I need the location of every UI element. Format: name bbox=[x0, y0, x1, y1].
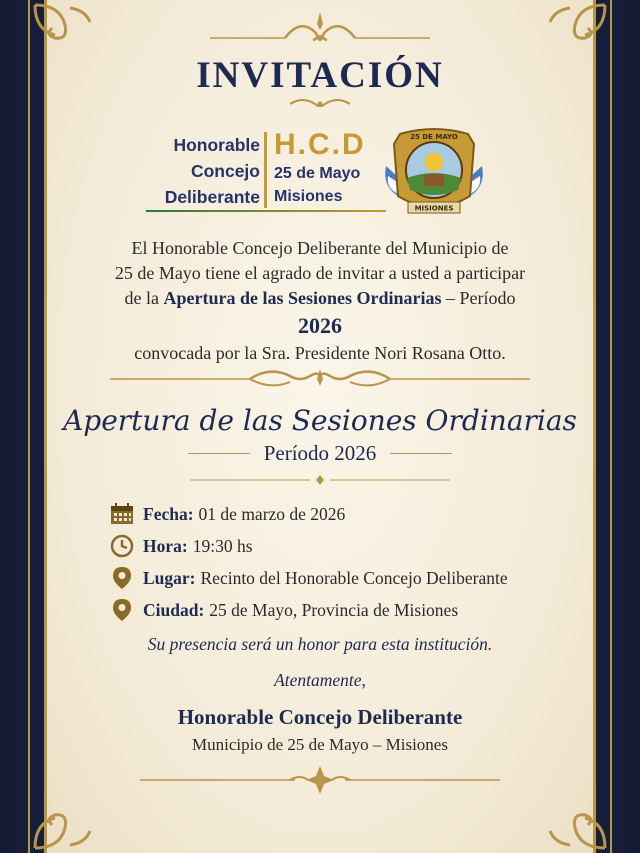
detail-ciudad bbox=[108, 594, 578, 626]
paragraph-line: El Honorable Concejo Deliberante del Municipio de bbox=[131, 238, 509, 258]
period-row bbox=[0, 441, 640, 466]
logo-line: Honorable bbox=[173, 135, 260, 155]
divider-line bbox=[390, 453, 452, 454]
event-year: 2026 bbox=[298, 313, 342, 338]
detail-lugar bbox=[108, 562, 578, 594]
seal-bottom-text: MISIONES bbox=[414, 204, 454, 213]
hcd-logo bbox=[146, 128, 496, 216]
detail-hora bbox=[108, 530, 578, 562]
logo-acronym: H.C.D bbox=[274, 128, 366, 161]
paragraph-line bbox=[80, 286, 560, 311]
signer-name: Honorable Concejo Deliberante bbox=[177, 705, 463, 729]
event-details bbox=[108, 498, 578, 626]
top-ornament bbox=[0, 8, 640, 48]
detail-label: Fecha: bbox=[143, 503, 194, 524]
clock-icon bbox=[108, 534, 136, 558]
detail-value: 19:30 hs bbox=[192, 535, 253, 556]
detail-label: Ciudad: bbox=[143, 599, 205, 620]
detail-fecha bbox=[108, 498, 578, 530]
small-divider bbox=[0, 474, 640, 486]
detail-value: 01 de marzo de 2026 bbox=[198, 503, 346, 524]
detail-label: Hora: bbox=[143, 535, 188, 556]
logo-right-text bbox=[274, 162, 360, 208]
event-name-bold: Apertura de las Sesiones Ordinarias bbox=[163, 288, 442, 308]
title-ornament bbox=[0, 96, 640, 112]
logo-left-text bbox=[146, 132, 260, 210]
logo-divider bbox=[264, 132, 267, 208]
seal-top-text: 25 DE MAYO bbox=[410, 133, 458, 141]
detail-value: Recinto del Honorable Concejo Deliberante bbox=[200, 567, 508, 588]
logo-line: Concejo bbox=[190, 161, 260, 181]
location-pin-icon bbox=[108, 566, 136, 590]
signer-subtitle: Municipio de 25 de Mayo – Misiones bbox=[192, 735, 448, 754]
invitation-paragraph bbox=[80, 236, 560, 366]
event-period: Período 2026 bbox=[263, 441, 377, 465]
paragraph-text: – Período bbox=[441, 288, 516, 308]
page-title: INVITACIÓN bbox=[196, 55, 444, 96]
detail-label: Lugar: bbox=[143, 567, 196, 588]
filigree-icon bbox=[205, 8, 435, 48]
paragraph-line: 25 de Mayo tiene el agrado de invitar a usted a participar bbox=[114, 263, 526, 283]
divider-diamond-icon bbox=[170, 474, 470, 486]
regards-line: Atentamente, bbox=[274, 670, 366, 690]
logo-line: 25 de Mayo bbox=[274, 165, 361, 182]
paragraph-text: de la bbox=[124, 288, 164, 308]
event-script-title: Apertura de las Sesiones Ordinarias bbox=[63, 404, 577, 437]
logo-line: Misiones bbox=[274, 188, 343, 205]
municipal-seal-icon bbox=[380, 126, 488, 218]
logo-line: Deliberante bbox=[164, 187, 260, 207]
logo-underline bbox=[146, 210, 386, 212]
paragraph-line: convocada por la Sra. Presidente Nori Rosana Otto. bbox=[134, 343, 506, 363]
honor-line: Su presencia será un honor para esta institución. bbox=[147, 634, 493, 654]
calendar-icon bbox=[108, 502, 136, 526]
compass-star-icon bbox=[130, 764, 510, 796]
filigree-divider-icon bbox=[100, 366, 540, 390]
middle-ornament bbox=[0, 366, 640, 390]
filigree-icon bbox=[285, 96, 355, 112]
bottom-ornament bbox=[0, 764, 640, 796]
divider-line bbox=[188, 453, 250, 454]
location-pin-icon bbox=[108, 598, 136, 622]
detail-value: 25 de Mayo, Provincia de Misiones bbox=[209, 599, 459, 620]
